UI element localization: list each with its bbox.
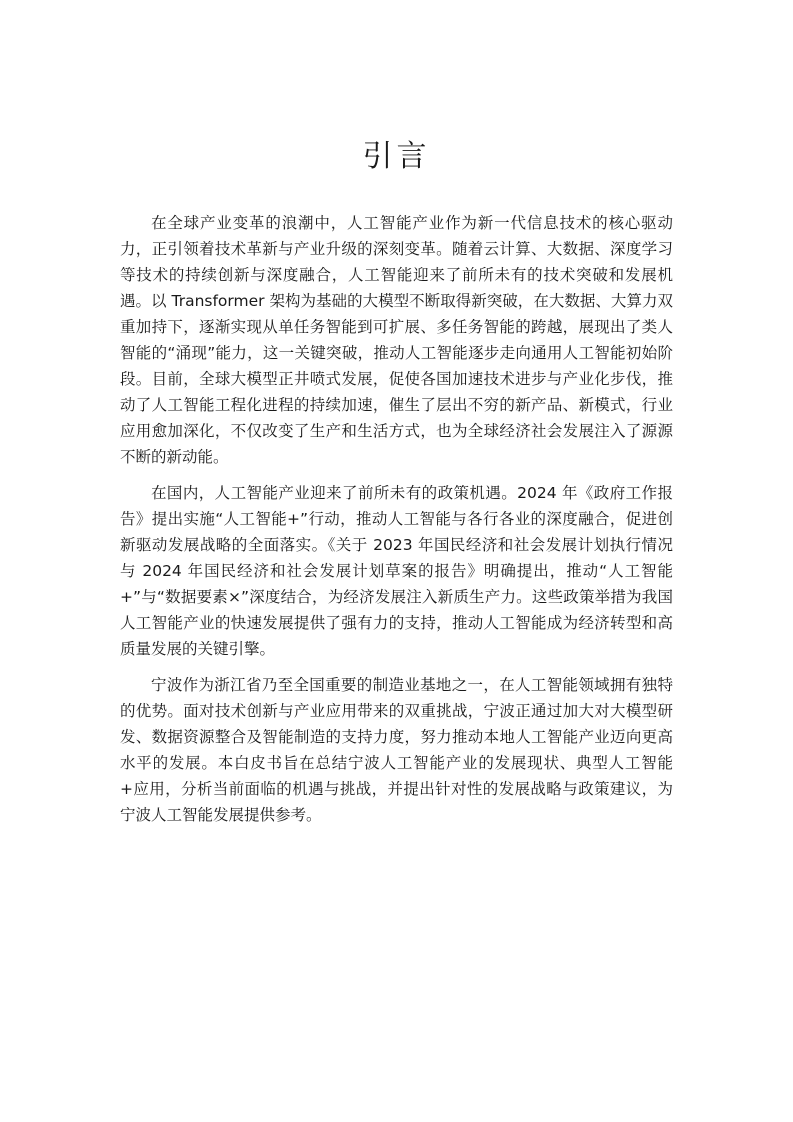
body-text (120, 210, 673, 838)
page-title: 引言 (362, 139, 431, 174)
paragraph-ningbo: 宁波作为浙江省乃至全国重要的制造业基地之一，在人工智能领域拥有独特的优势。面对技术创新与产业应用带来的双重挑战，宁波正通过加大对大模型研发、数据资源整合及智能制造的支持力度，努力推动本地人工智能产业迈向更高水平的发展。本白皮书旨在总结宁波人工智能产业的发展现状、典型人工智能+应用，分析当前面临的机遇与挑战，并提出针对性的发展战略与政策建议，为宁波人工智能发展提供参考。 (120, 676, 673, 824)
paragraph-global-industry: 在全球产业变革的浪潮中，人工智能产业作为新一代信息技术的核心驱动力，正引领着技术革新与产业升级的深刻变革。随着云计算、大数据、深度学习等技术的持续创新与深度融合，人工智能迎来了前所未有的技术突破和发展机遇。以 Transformer 架构为基础的大模型不断取得新突破，在大数据、大算力双重加持下，逐渐实现从单任务智能到可扩展、多任务智能的跨越，展现出了类人智能的“涌现”能力，这一关键突破，推动人工智能逐步走向通用人工智能初始阶段。目前，全球大模型正井喷式发展，促使各国加速技术进步与产业化步伐，推动了人工智能工程化进程的持续加速，催生了层出不穷的新产品、新模式，行业应用愈加深化，不仅改变了生产和生活方式，也为全球经济社会发展注入了源源不断的新动能。 (120, 214, 673, 466)
paragraph-domestic-policy: 在国内，人工智能产业迎来了前所未有的政策机遇。2024 年《政府工作报告》提出实施“人工智能+”行动，推动人工智能与各行各业的深度融合，促进创新驱动发展战略的全面落实。《关于 2023 年国民经济和社会发展计划执行情况与 2024 年国民经济和社会发展计划草案的报告》明确提出，推动“人工智能+”与“数据要素×”深度结合，为经济发展注入新质生产力。这些政策举措为我国人工智能产业的快速发展提供了强有力的支持，推动人工智能成为经济转型和高质量发展的关键引擎。 (120, 484, 673, 658)
